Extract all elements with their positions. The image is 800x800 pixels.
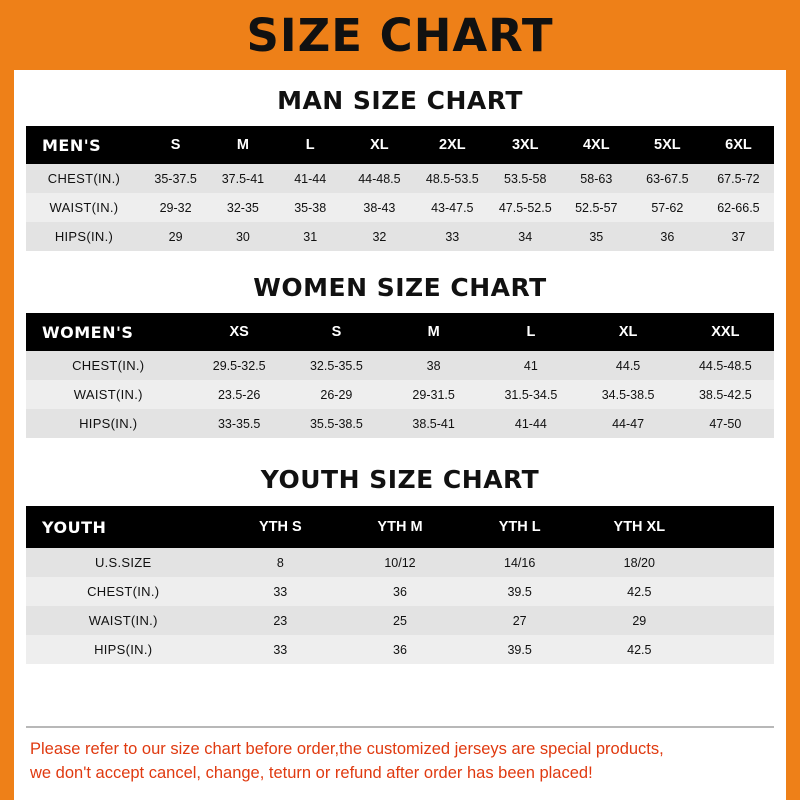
col-header-5xl: 5XL (632, 126, 703, 164)
row-header-hips: HIPS(IN.) (26, 222, 142, 251)
row-header-us-size: U.S.SIZE (26, 548, 220, 577)
table-row (26, 351, 774, 380)
cell: 58-63 (561, 164, 632, 193)
banner (14, 0, 786, 70)
cell: 39.5 (460, 577, 580, 606)
cell: 35.5-38.5 (288, 409, 385, 438)
section-title-youth: YOUTH SIZE CHART (260, 465, 540, 494)
row-header-chest: CHEST(IN.) (26, 351, 191, 380)
cell: 44-47 (579, 409, 676, 438)
cell: 62-66.5 (703, 193, 774, 222)
col-header-xs: XS (191, 313, 288, 351)
table-row (26, 193, 774, 222)
col-header-mens: MEN'S (26, 126, 142, 164)
cell: 31.5-34.5 (482, 380, 579, 409)
row-header-waist: WAIST(IN.) (26, 606, 220, 635)
cell: 38.5-41 (385, 409, 482, 438)
cell: 37.5-41 (209, 164, 276, 193)
cell: 35-38 (277, 193, 344, 222)
col-header-m: M (209, 126, 276, 164)
cell: 42.5 (579, 635, 699, 664)
cell: 67.5-72 (703, 164, 774, 193)
row-header-waist: WAIST(IN.) (26, 193, 142, 222)
cell: 41-44 (277, 164, 344, 193)
table-row (26, 577, 774, 606)
cell: 32.5-35.5 (288, 351, 385, 380)
cell: 57-62 (632, 193, 703, 222)
cell: 53.5-58 (490, 164, 561, 193)
section-title-women: WOMEN SIZE CHART (253, 273, 547, 302)
cell: 18/20 (579, 548, 699, 577)
footer-line-2: we don't accept cancel, change, teturn or refund after order has been placed! (30, 764, 593, 783)
table-row (26, 164, 774, 193)
cell: 33-35.5 (191, 409, 288, 438)
cell: 36 (340, 577, 460, 606)
col-header-4xl: 4XL (561, 126, 632, 164)
cell: 44-48.5 (344, 164, 415, 193)
footer-line-1: Please refer to our size chart before order,the customized jerseys are special products, (30, 740, 664, 759)
youth-size-table (26, 506, 774, 664)
cell: 63-67.5 (632, 164, 703, 193)
cell: 8 (220, 548, 340, 577)
cell: 36 (340, 635, 460, 664)
table-row (26, 606, 774, 635)
cell: 23.5-26 (191, 380, 288, 409)
cell: 30 (209, 222, 276, 251)
content (14, 70, 786, 800)
cell: 42.5 (579, 577, 699, 606)
col-header-s: S (142, 126, 209, 164)
cell: 37 (703, 222, 774, 251)
col-header-youth: YOUTH (26, 506, 220, 548)
col-header-3xl: 3XL (490, 126, 561, 164)
cell: 33 (220, 577, 340, 606)
col-header-yth-l: YTH L (460, 506, 580, 548)
cell: 44.5 (579, 351, 676, 380)
row-header-chest: CHEST(IN.) (26, 577, 220, 606)
cell: 29 (142, 222, 209, 251)
cell-spacer (699, 577, 774, 606)
cell: 52.5-57 (561, 193, 632, 222)
col-header-spacer (699, 506, 774, 548)
col-header-l: L (482, 313, 579, 351)
col-header-xl: XL (344, 126, 415, 164)
table-header-row (26, 506, 774, 548)
row-header-waist: WAIST(IN.) (26, 380, 191, 409)
col-header-yth-m: YTH M (340, 506, 460, 548)
section-title-man: MAN SIZE CHART (277, 86, 523, 115)
cell: 36 (632, 222, 703, 251)
cell: 41-44 (482, 409, 579, 438)
cell: 33 (220, 635, 340, 664)
cell: 34 (490, 222, 561, 251)
cell-spacer (699, 548, 774, 577)
col-header-xl: XL (579, 313, 676, 351)
col-header-womens: WOMEN'S (26, 313, 191, 351)
cell: 41 (482, 351, 579, 380)
page-title: SIZE CHART (246, 8, 554, 62)
women-size-table (26, 313, 774, 438)
cell: 31 (277, 222, 344, 251)
cell: 29-31.5 (385, 380, 482, 409)
cell: 48.5-53.5 (415, 164, 490, 193)
col-header-xxl: XXL (677, 313, 774, 351)
table-header-row (26, 126, 774, 164)
table-header-row (26, 313, 774, 351)
col-header-l: L (277, 126, 344, 164)
cell: 43-47.5 (415, 193, 490, 222)
cell: 32 (344, 222, 415, 251)
cell: 23 (220, 606, 340, 635)
row-header-chest: CHEST(IN.) (26, 164, 142, 193)
cell-spacer (699, 606, 774, 635)
table-row (26, 548, 774, 577)
cell: 47.5-52.5 (490, 193, 561, 222)
cell: 29 (579, 606, 699, 635)
table-row (26, 222, 774, 251)
cell: 29.5-32.5 (191, 351, 288, 380)
cell: 25 (340, 606, 460, 635)
cell: 38-43 (344, 193, 415, 222)
col-header-m: M (385, 313, 482, 351)
footer-note (26, 726, 774, 800)
cell: 32-35 (209, 193, 276, 222)
cell: 33 (415, 222, 490, 251)
col-header-s: S (288, 313, 385, 351)
cell: 34.5-38.5 (579, 380, 676, 409)
cell: 26-29 (288, 380, 385, 409)
cell: 44.5-48.5 (677, 351, 774, 380)
cell: 27 (460, 606, 580, 635)
cell: 14/16 (460, 548, 580, 577)
cell: 10/12 (340, 548, 460, 577)
col-header-yth-xl: YTH XL (579, 506, 699, 548)
cell-spacer (699, 635, 774, 664)
cell: 35 (561, 222, 632, 251)
cell: 39.5 (460, 635, 580, 664)
table-row (26, 635, 774, 664)
row-header-hips: HIPS(IN.) (26, 635, 220, 664)
men-size-table (26, 126, 774, 251)
row-header-hips: HIPS(IN.) (26, 409, 191, 438)
col-header-2xl: 2XL (415, 126, 490, 164)
cell: 38 (385, 351, 482, 380)
cell: 38.5-42.5 (677, 380, 774, 409)
table-row (26, 409, 774, 438)
col-header-6xl: 6XL (703, 126, 774, 164)
col-header-yth-s: YTH S (220, 506, 340, 548)
table-row (26, 380, 774, 409)
cell: 35-37.5 (142, 164, 209, 193)
cell: 29-32 (142, 193, 209, 222)
cell: 47-50 (677, 409, 774, 438)
